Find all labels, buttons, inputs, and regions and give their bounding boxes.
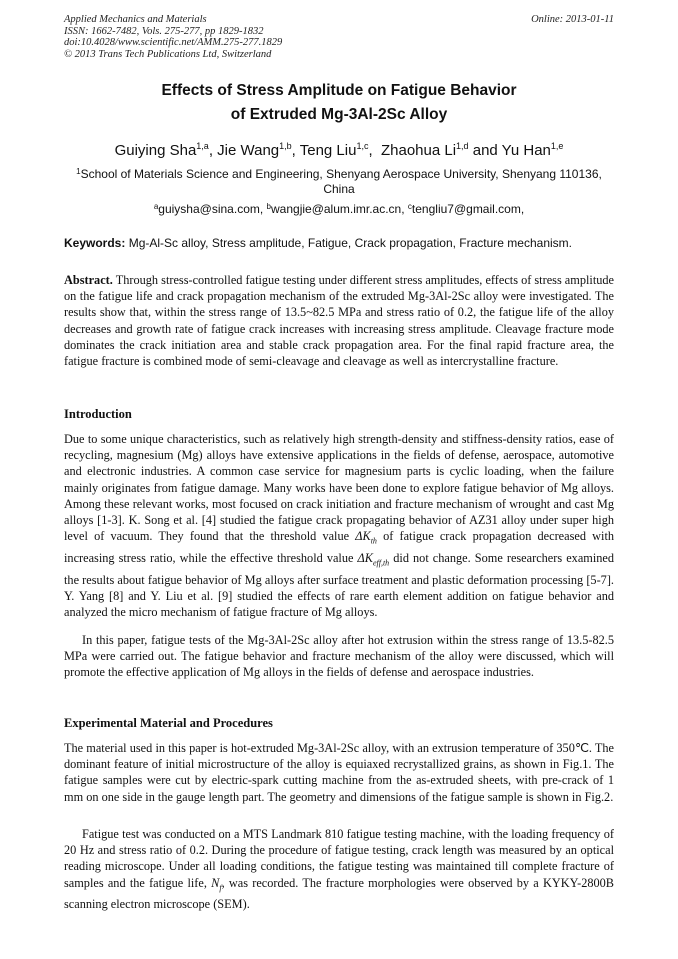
- author-sep: and: [472, 142, 498, 159]
- affiliation-text: School of Materials Science and Engineering, Shenyang Aerospace University, Shenyang 110136, China: [80, 167, 602, 196]
- author-sep: ,: [208, 142, 213, 159]
- email-sup: b: [266, 202, 271, 211]
- keywords: [64, 236, 624, 250]
- author-sup: 1,a: [196, 141, 209, 151]
- nf-symbol: [211, 875, 222, 893]
- email-sup: c: [407, 202, 412, 211]
- intro-text: did not change. Some researchers examined the results about fatigue behavior of Mg alloys after surface treatment and plastic deformation processing [5-7]. Y. Yang [8] and Y. Liu et al. [9] studied the effects of rare earth element addition on fatigue behavior and analyzed the micro mechanism of fatigue fracture of Mg alloys.: [64, 550, 615, 619]
- paper-title-line-1: Effects of Stress Amplitude on Fatigue Behavior: [161, 82, 517, 99]
- copyright-line: © 2013 Trans Tech Publications Ltd, Switzerland: [64, 48, 272, 60]
- experimental-heading: Experimental Material and Procedures: [64, 716, 273, 730]
- delta-k-eff-th-symbol: [357, 550, 390, 568]
- email-link[interactable]: guiysha@sina.com,: [158, 202, 264, 216]
- exp-text: Fatigue test was conducted on a MTS Landmark 810 fatigue testing machine, with the loading frequency of 20 Hz and stress ratio of 0.2. During the procedure of fatigue testing, crack length was measured by an optical reading microscope. Under all loading conditions, the fatigue testing was maintained till complete fracture of samples and the fatigue life,: [64, 827, 614, 890]
- author-emails: [64, 202, 614, 216]
- author-name: Teng Liu: [299, 142, 357, 159]
- symbol-sub: f: [219, 883, 222, 893]
- issn-line: ISSN: 1662-7482, Vols. 275-277, pp 1829-1832: [64, 25, 264, 37]
- author-sup: 1,b: [279, 141, 292, 151]
- email-link[interactable]: wangjie@alum.imr.ac.cn,: [271, 202, 405, 216]
- symbol-sub: eff,th: [372, 558, 390, 568]
- email-sup: a: [153, 202, 159, 211]
- journal-name: Applied Mechanics and Materials: [64, 14, 207, 25]
- keywords-text: Mg-Al-Sc alloy, Stress amplitude, Fatigue, Crack propagation, Fracture mechanism.: [128, 236, 572, 250]
- experimental-paragraph-1: The material used in this paper is hot-extruded Mg-3Al-2Sc alloy, with an extrusion temperature of 350℃. The dominant feature of initial microstructure of the alloy is equiaxed recrystallized grains, as shown in Fig.1. The fatigue samples were cut by electric-spark cutting machine from the as-extruded sheets, with pre-crack of 1 mm on one side in the gauge length part. The geometry and dimensions of the fatigue sample is shown in Fig.2.: [64, 741, 614, 804]
- introduction-paragraph-2: In this paper, fatigue tests of the Mg-3Al-2Sc alloy after hot extrusion within the stress range of 13.5-82.5 MPa were carried out. The fatigue behavior and fracture mechanism of the alloy were discussed, which will promote the effective application of Mg alloys in the fields of defense and aerospace industries.: [64, 633, 614, 680]
- affiliation-sup: 1: [76, 167, 81, 176]
- symbol-text: N: [211, 875, 220, 890]
- exp-text: , was recorded. The fracture morphologies were observed by a KYKY-2800B scanning electron microscope (SEM).: [64, 875, 615, 912]
- email-link[interactable]: tengliu7@gmail.com,: [411, 202, 525, 216]
- author-list: [0, 141, 678, 159]
- author-sup: 1,d: [456, 141, 469, 151]
- experimental-paragraph-2: [64, 826, 614, 912]
- online-date: Online: 2013-01-11: [531, 14, 614, 25]
- author-name: Yu Han: [501, 142, 551, 159]
- journal-header: [64, 14, 444, 60]
- symbol-sub: th: [370, 536, 377, 546]
- intro-text: Due to some unique characteristics, such as relatively high strength-density and stiffness-density ratios, ease of recycling, magnesium (Mg) alloys have extensive applications in the fields of defense, aerospace, automotive and electronic industries. A common case service for magnesium parts is cyclic loading, when the failure mainly originates from fatigue damage. Many works have been done to explore fatigue behavior of Mg alloys. Among these relevant works, most focused on crack initiation and fracture mechanism of wrought and cast Mg alloys [1-3]. K. Song et al. [4] studied the fatigue crack propagating behavior of AZ31 alloy under super high level of vacuum. They found that the threshold value: [64, 432, 614, 544]
- author-name: Guiying Sha: [114, 142, 197, 159]
- author-sep: ,: [291, 142, 296, 159]
- affiliation: [64, 164, 614, 197]
- author-name: Zhaohua Li: [380, 142, 457, 159]
- symbol-text: ΔK: [355, 529, 371, 544]
- delta-k-th-symbol: [355, 529, 377, 546]
- introduction-paragraph-1: [64, 431, 614, 620]
- intro-text: of fatigue crack propagation decreased with increasing stress ratio, while the effective threshold value: [64, 529, 615, 565]
- symbol-text: ΔK: [357, 550, 373, 565]
- author-sup: 1,e: [550, 141, 564, 151]
- abstract-label: Abstract.: [64, 273, 113, 287]
- keywords-label: Keywords:: [64, 236, 126, 250]
- author-sup: 1,c: [356, 141, 369, 151]
- paper-title-line-2: of Extruded Mg-3Al-2Sc Alloy: [230, 106, 448, 123]
- abstract: [64, 272, 614, 369]
- doi-line[interactable]: doi:10.4028/www.scientific.net/AMM.275-277.1829: [64, 37, 283, 49]
- author-sep: ,: [368, 142, 373, 159]
- introduction-heading: Introduction: [64, 407, 132, 421]
- abstract-text: Through stress-controlled fatigue testing under different stress amplitudes, effects of stress amplitude on the fatigue life and crack propagation mechanism of the extruded Mg-3Al-2Sc alloy were investigated. The results show that, within the stress range of 13.5~82.5 MPa and stress ratio of 0.2, the fatigue life of the alloy decreases and growth rate of fatigue crack increases with increasing stress amplitude. Cleavage fracture mode dominates the crack initiation area and stable crack propagation area. For the final rapid fracture area, the fatigue fracture is combined mode of semi-cleavage and cleavage as well as intercrystalline fracture.: [64, 273, 614, 369]
- author-name: Jie Wang: [217, 142, 280, 159]
